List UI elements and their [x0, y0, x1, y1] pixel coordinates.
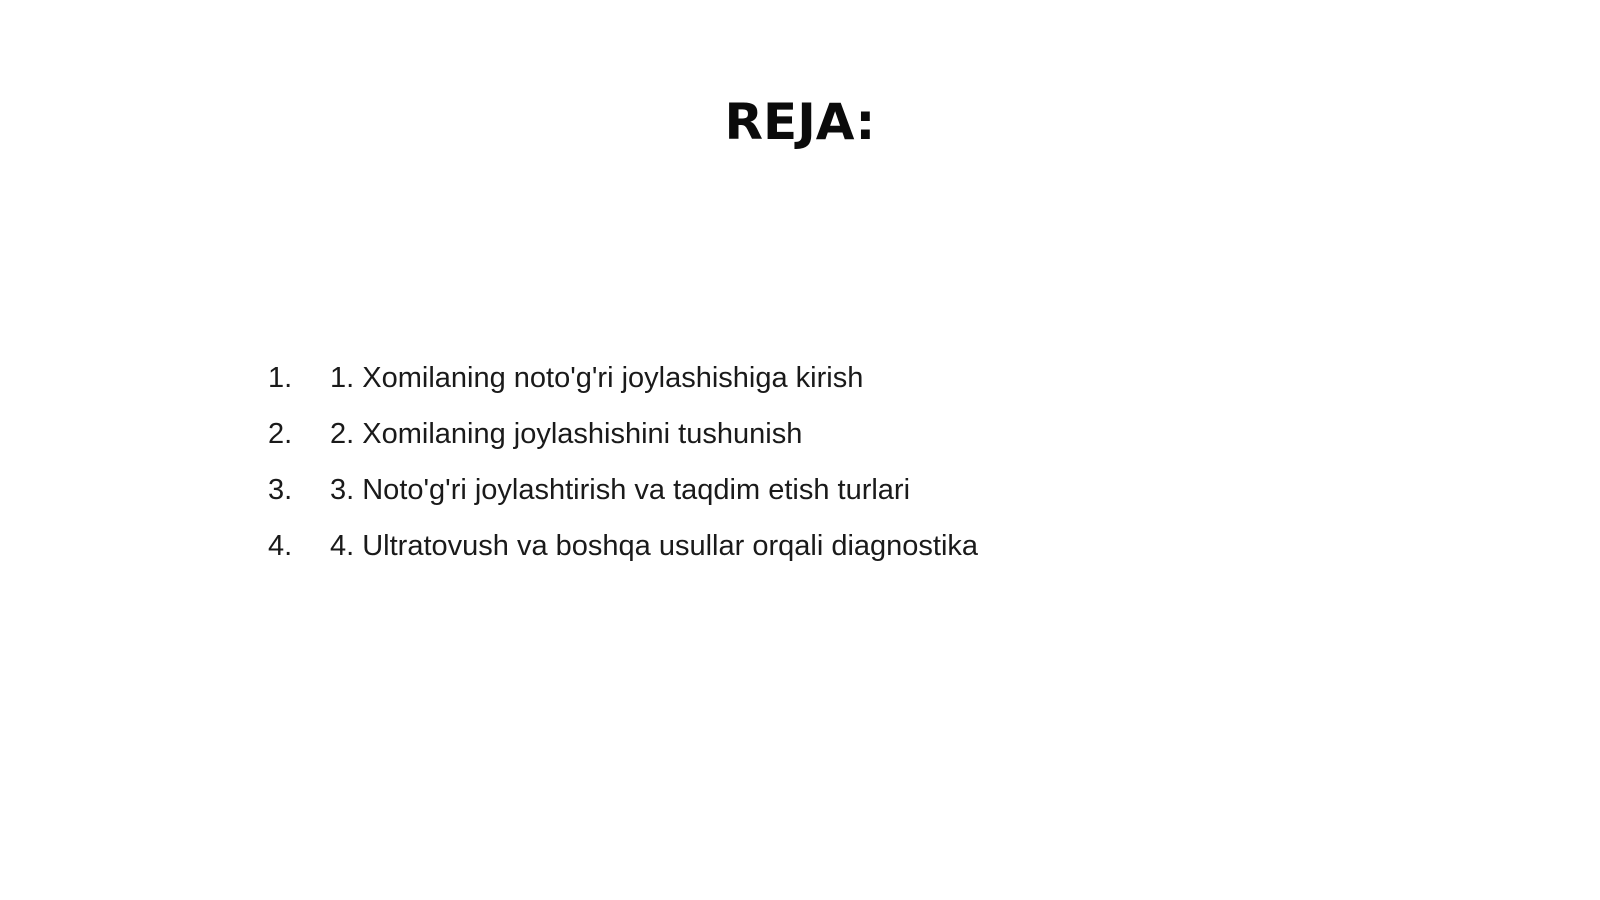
list-item-text: 1. Xomilaning noto'g'ri joylashishiga kirish: [330, 362, 864, 394]
list-item-number: 3.: [268, 474, 293, 506]
list-item: [268, 406, 978, 462]
list-item-number: 4.: [268, 530, 293, 562]
list-item-number: 1.: [268, 362, 293, 394]
plan-list: [268, 350, 978, 574]
list-item-text: 2. Xomilaning joylashishini tushunish: [330, 418, 803, 450]
list-item: [268, 350, 978, 406]
slide-title: REJA:: [724, 93, 876, 151]
list-item-text: 4. Ultratovush va boshqa usullar orqali diagnostika: [330, 530, 979, 562]
list-item-number: 2.: [268, 418, 293, 450]
list-item: [268, 462, 978, 518]
list-item-text: 3. Noto'g'ri joylashtirish va taqdim etish turlari: [330, 474, 911, 506]
list-item: [268, 518, 978, 574]
